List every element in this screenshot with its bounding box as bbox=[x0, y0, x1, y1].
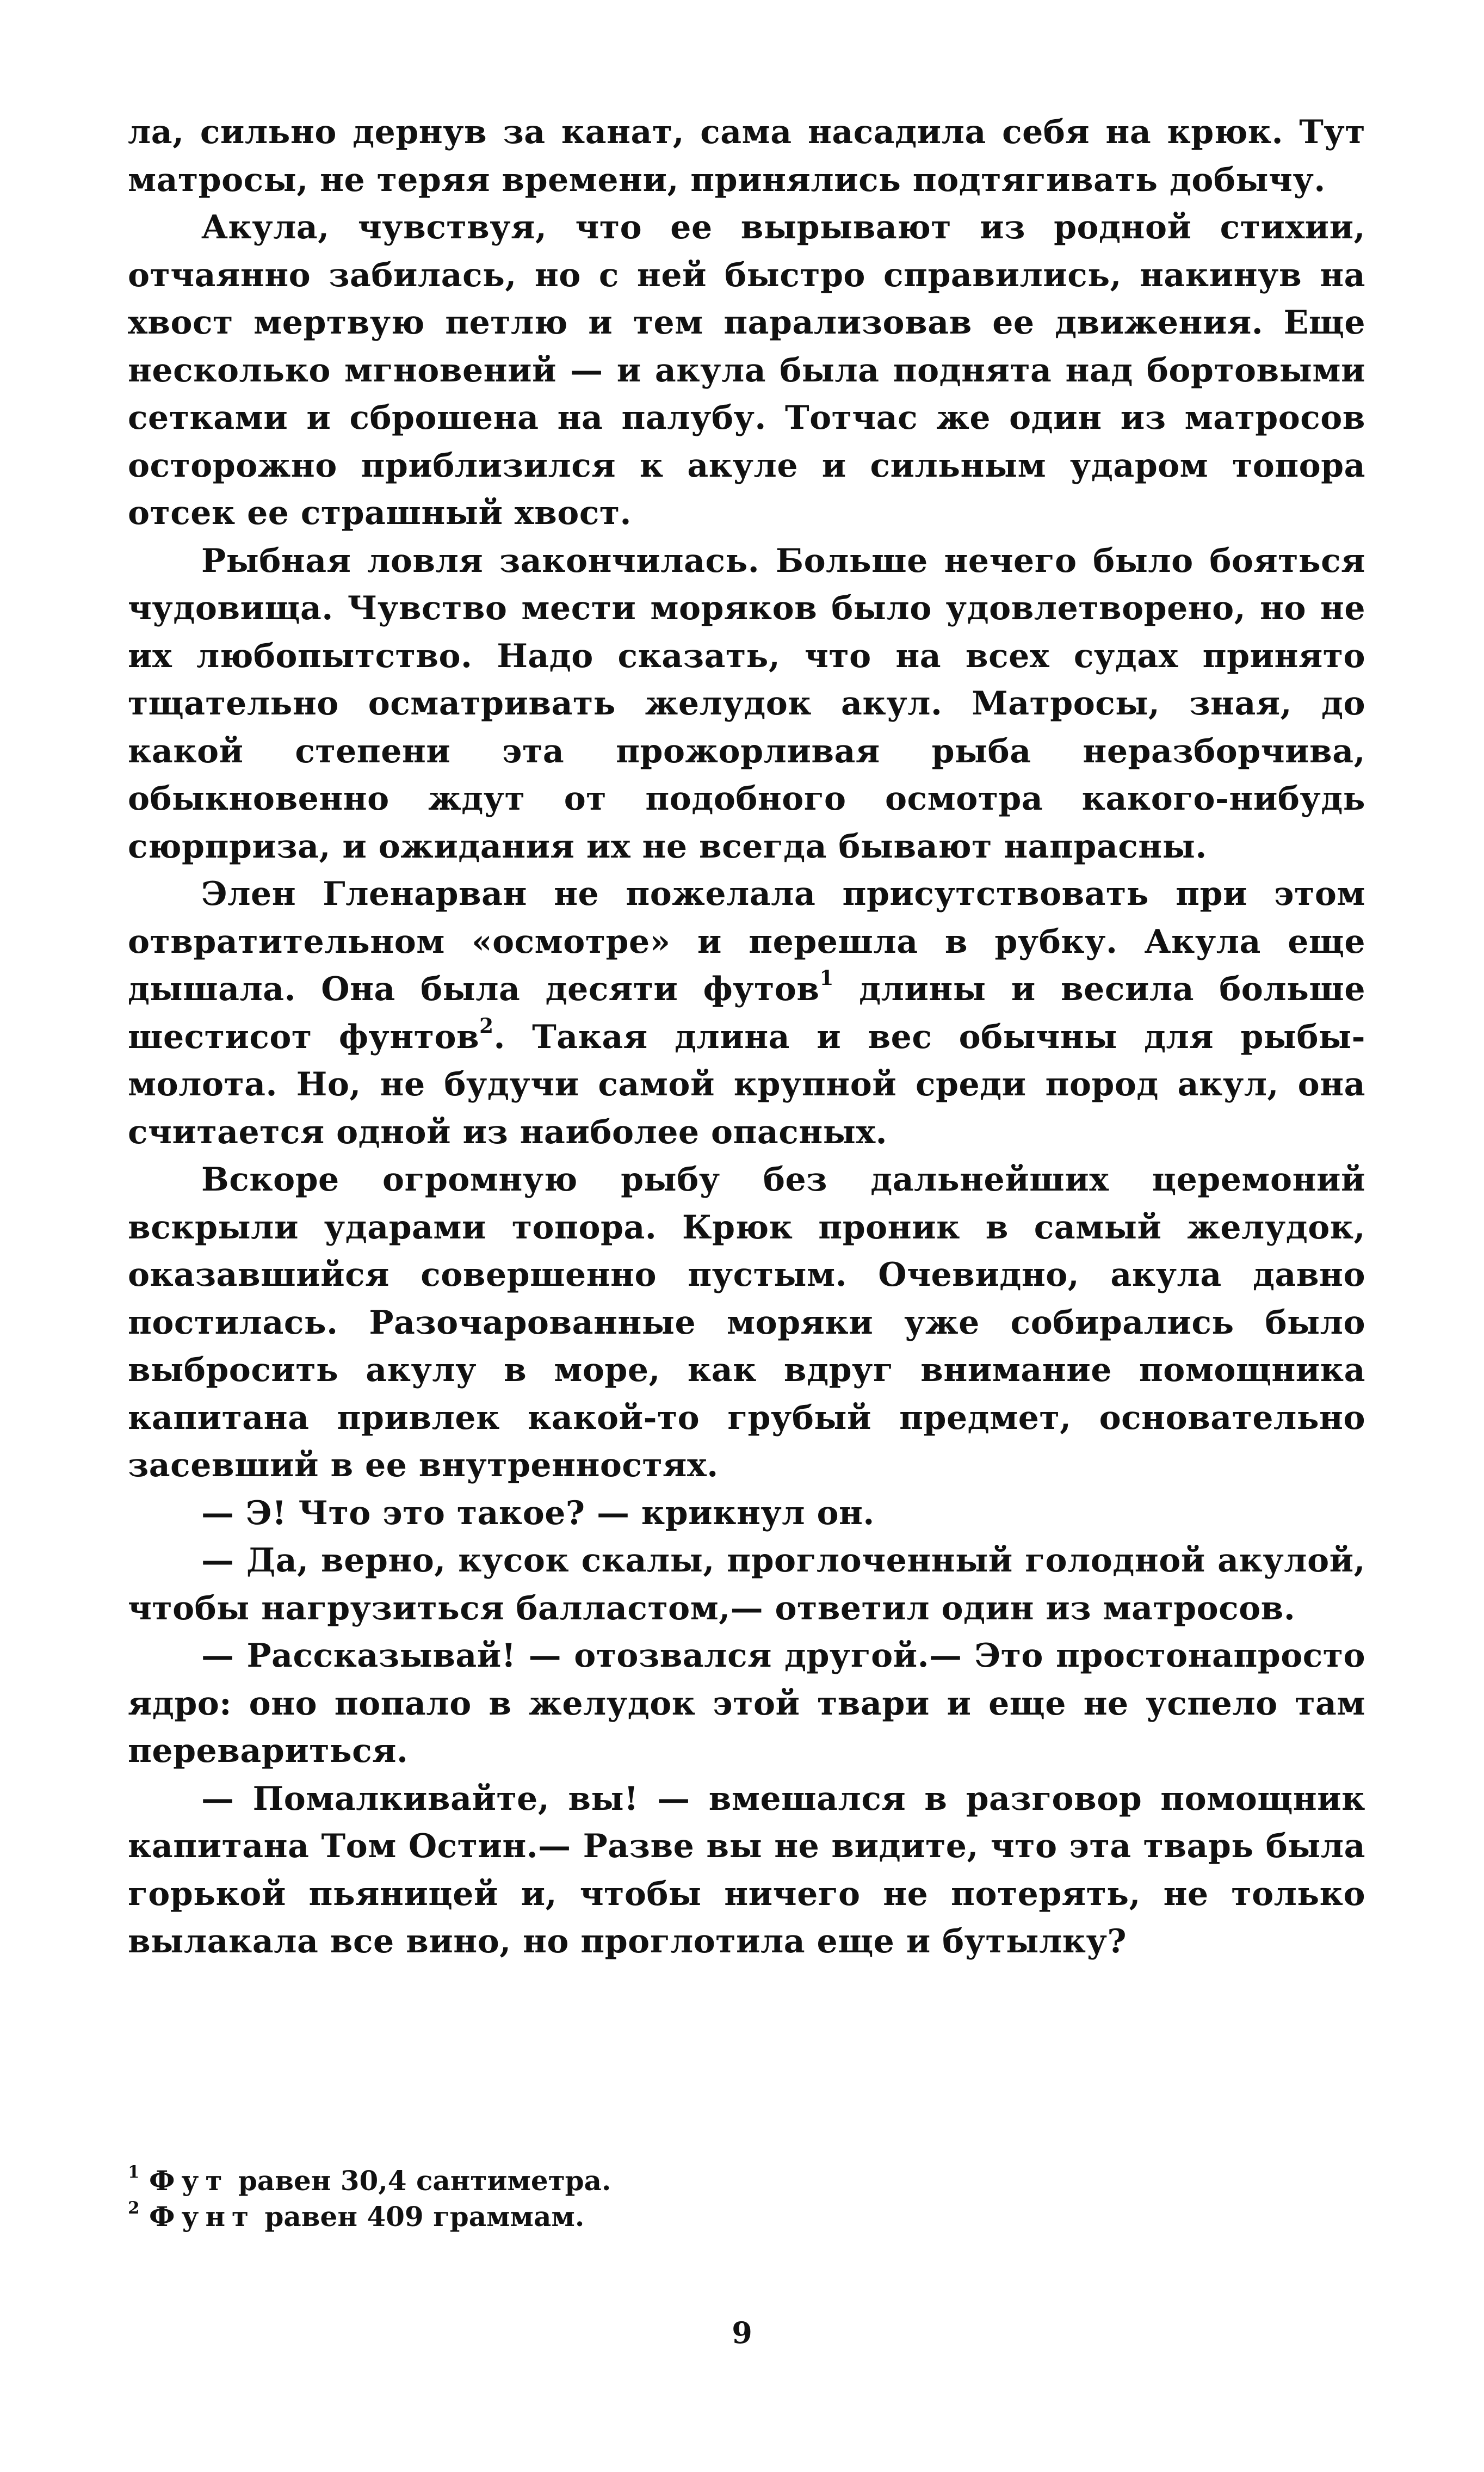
dialogue-line: — Э! Что это такое? — крикнул он. bbox=[201, 1494, 875, 1532]
footnote-term: Фунт bbox=[149, 2200, 256, 2233]
text-span: длины и весила больше шестисот фунтов bbox=[128, 970, 1365, 1056]
text-span: . Такая длина и вес обычны для рыбы-молота. Но, не будучи самой крупной среди пород акул, она считается одной из наиболее опасных. bbox=[128, 1018, 1366, 1151]
paragraph-with-footnotes bbox=[128, 871, 1365, 1156]
footnotes bbox=[128, 2163, 1365, 2235]
page-number: 9 bbox=[732, 2315, 752, 2350]
footnote-text: равен 409 граммам. bbox=[255, 2200, 585, 2233]
main-text bbox=[128, 109, 1365, 1966]
footnote-text: равен 30,4 сантиметра. bbox=[228, 2165, 611, 2197]
dialogue-line: — Рассказывай! — отозвался другой.— Это простонапросто ядро: оно попало в желудок этой твари и еще не успело там перевариться. bbox=[128, 1637, 1365, 1770]
paragraph: Акула, чувствуя, что ее вырывают из родной стихии, отчаянно забилась, но с ней быстро справились, накинув на хвост мертвую петлю и тем парализовав ее движения. Еще несколько мгновений — и акула была поднята над бортовыми сетками и сброшена на палубу. Тотчас же один из матросов осторожно приблизился к акуле и сильным ударом топора отсек ее страшный хвост. bbox=[128, 208, 1365, 532]
footnote-mark: 1 bbox=[128, 2162, 140, 2182]
dialogue-line: — Помалкивайте, вы! — вмешался в разговор помощник капитана Том Остин.— Разве вы не видите, что эта тварь была горькой пьяницей и, чтобы ничего не потерять, не только вылакала все вино, но проглотила еще и бутылку? bbox=[128, 1779, 1365, 1961]
footnote-term: Фут bbox=[149, 2165, 229, 2197]
paragraph-continued: ла, сильно дернув за канат, сама насадила себя на крюк. Тут матросы, не теряя времени, принялись подтягивать добычу. bbox=[128, 113, 1365, 199]
paragraph: Вскоре огромную рыбу без дальнейших церемоний вскрыли ударами топора. Крюк проник в самый желудок, оказавшийся совершенно пустым. Очевидно, акула давно постилась. Разочарованные моряки уже собирались было выбросить акулу в море, как вдруг внимание помощника капитана привлек какой-то грубый предмет, основательно засевший в ее внутренностях. bbox=[128, 1161, 1365, 1484]
dialogue-line: — Да, верно, кусок скалы, проглоченный голодной акулой, чтобы нагрузиться балластом,— ответил один из матросов. bbox=[128, 1542, 1365, 1628]
paragraph: Рыбная ловля закончилась. Больше нечего было бояться чудовища. Чувство мести моряков было удовлетворено, но не их любопытство. Надо сказать, что на всех судах принято тщательно осматривать желудок акул. Матросы, зная, до какой степени эта прожорливая рыба неразборчива, обыкновенно ждут от подобного осмотра какого-нибудь сюрприза, и ожидания их не всегда бывают напрасны. bbox=[128, 541, 1365, 866]
footnote-ref-1[interactable]: 1 bbox=[819, 966, 834, 990]
footnote-2 bbox=[128, 2199, 1365, 2235]
footnote-1 bbox=[128, 2163, 1365, 2199]
page-body bbox=[128, 109, 1365, 1966]
footnote-mark: 2 bbox=[128, 2198, 140, 2218]
footnote-ref-2[interactable]: 2 bbox=[479, 1013, 494, 1038]
text-span: Элен Гленарван не пожелала присутствовать при этом отвратительном «осмотре» и перешла в рубку. Акула еще дышала. Она была десяти футов bbox=[128, 875, 1365, 1008]
